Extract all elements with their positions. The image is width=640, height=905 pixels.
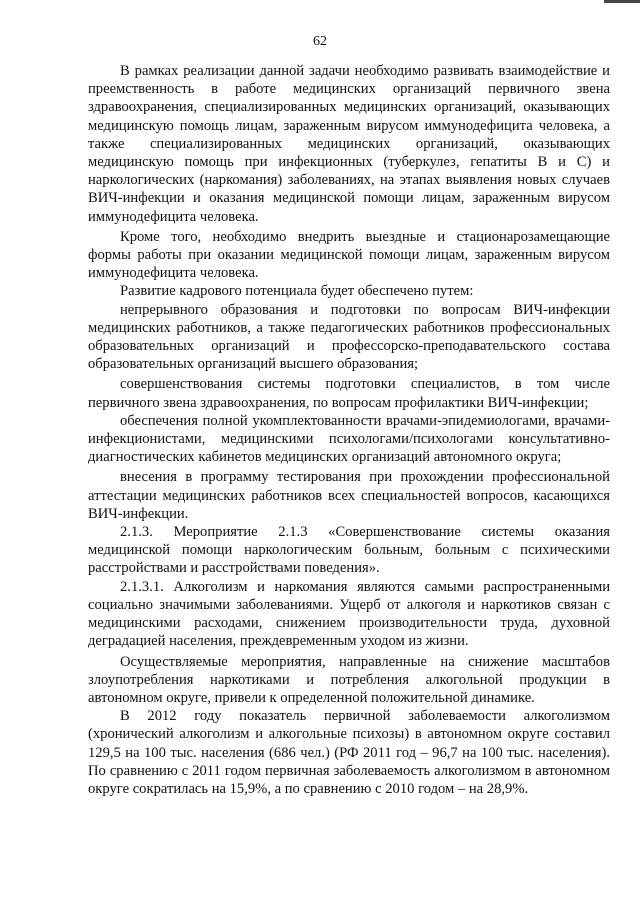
paragraph-measures-dynamics: Осуществляемые мероприятия, направленные на снижение масштабов злоупотребления наркотиками и потребления алкогольной продукции в автономном округе, привели к определенной положительной динамике. <box>88 653 610 706</box>
paragraph-alcoholism-drugs: 2.1.3.1. Алкоголизм и наркомания являются самыми распространенными социально значимыми заболеваниями. Ущерб от алкоголя и наркотиков связан с медицинскими расходами, снижением производительности труда, духовной деградацией населения, преждевременным уходом из жизни. <box>88 578 610 650</box>
body-text <box>88 62 610 798</box>
list-item-training-system: совершенствования системы подготовки специалистов, в том числе первичного звена здравоохранения, по вопросам профилактики ВИЧ-инфекции; <box>88 376 610 411</box>
paragraph-staffing-intro: Развитие кадрового потенциала будет обеспечено путем: <box>120 283 474 300</box>
paragraph-statistics-2012: В 2012 году показатель первичной заболеваемости алкоголизмом (хронический алкоголизм и алкогольные психозы) в автономном округе составил 129,5 на 100 тыс. населения (686 чел.) (РФ 2011 год – 96,7 на 100 тыс. населения). По сравнению с 2011 годом первичная заболеваемость алкоголизмом в автономном округе сократилась на 15,9%, а по сравнению с 2010 годом – на 28,9%. <box>88 708 610 797</box>
list-item-continuous-education: непрерывного образования и подготовки по вопросам ВИЧ-инфекции медицинских работников, а также педагогических работников профессиональных образовательных организаций и профессорско-преподавательского состава образовательных организаций высшего образования; <box>88 301 610 373</box>
paragraph-interaction: В рамках реализации данной задачи необходимо развивать взаимодействие и преемственность в работе медицинских организаций первичного звена здравоохранения, специализированных медицинских организаций, оказывающих медицинскую помощь лицам, зараженным вирусом иммунодефицита человека, а также специализированных медицинских организаций, оказывающих медицинскую помощь при инфекционных (туберкулез, гепатиты В и С) и наркологических (наркомания) заболеваниях, на этапах выявления новых случаев ВИЧ-инфекции и оказания медицинской помощи лицам, зараженным вирусом иммунодефицита человека. <box>88 63 610 225</box>
scan-edge-mark <box>604 0 640 3</box>
list-item-certification-testing: внесения в программу тестирования при прохождении профессиональной аттестации медицинских работников всех специальностей вопросов, касающихся ВИЧ-инфекции. <box>88 469 610 522</box>
page-number: 62 <box>313 34 327 49</box>
paragraph-outpatient-forms: Кроме того, необходимо внедрить выездные и стационарозамещающие формы работы при оказании медицинской помощи лицам, зараженным вирусом иммунодефицита человека. <box>88 228 610 282</box>
list-item-staff-completeness: обеспечения полной укомплектованности врачами-эпидемиологами, врачами-инфекционистами, медицинскими психологами/психологами консультативно-диагностических кабинетов медицинских организаций автономного округа; <box>88 412 610 466</box>
section-heading-2-1-3: 2.1.3. Мероприятие 2.1.3 «Совершенствование системы оказания медицинской помощи наркологическим больным, больным с психическими расстройствами и расстройствами поведения». <box>88 524 610 577</box>
